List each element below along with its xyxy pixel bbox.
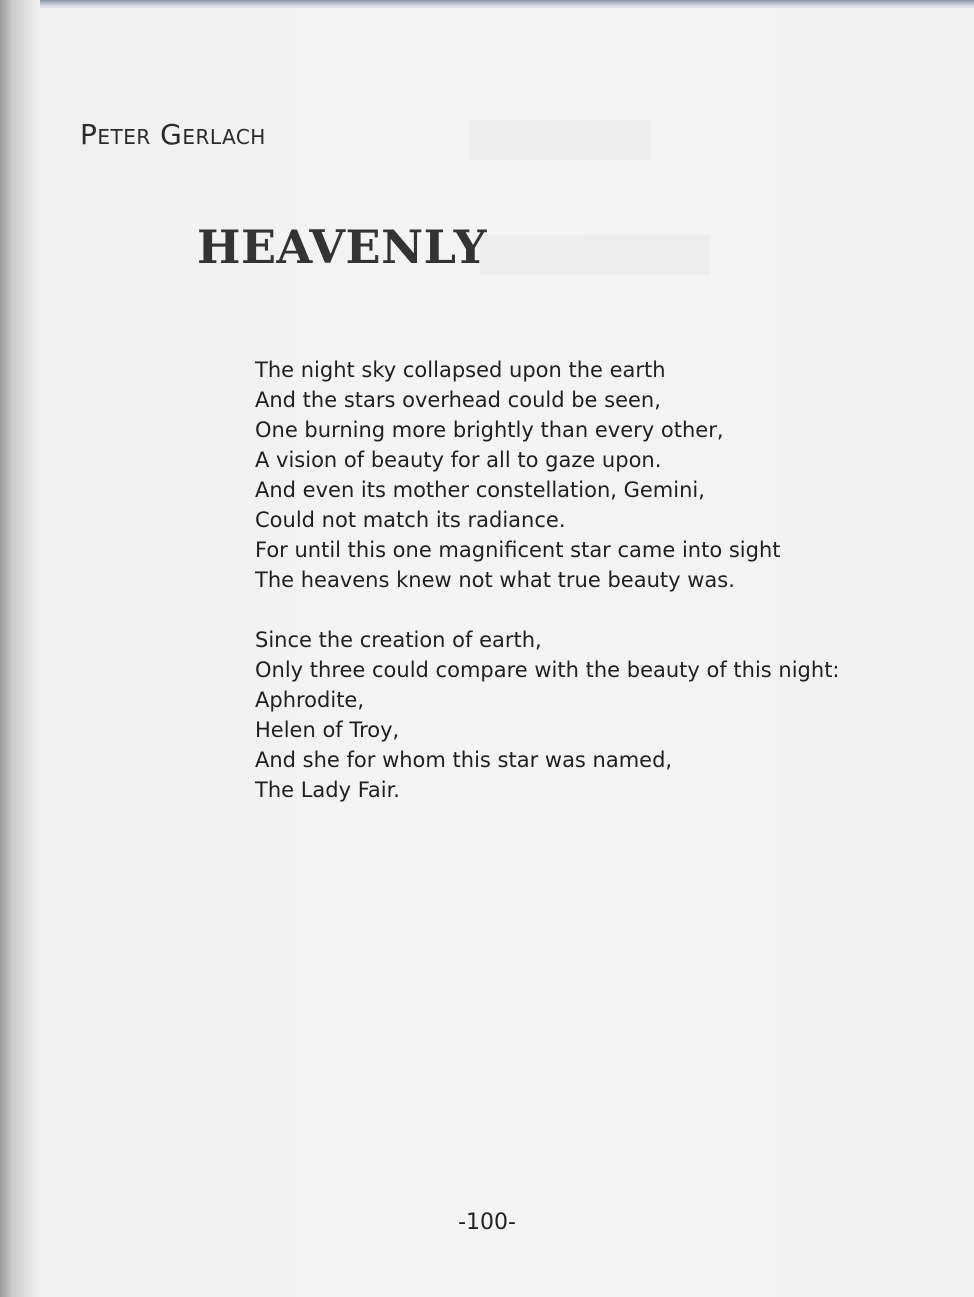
poem-stanza-2 xyxy=(255,625,840,805)
poem-line: Helen of Troy, xyxy=(255,718,400,742)
poem-line: Could not match its radiance. xyxy=(255,508,566,532)
poem-line: A vision of beauty for all to gaze upon. xyxy=(255,448,662,472)
poem-line: The night sky collapsed upon the earth xyxy=(255,358,666,382)
poem-line: Only three could compare with the beauty of this night: xyxy=(255,658,840,682)
poem-line: Aphrodite, xyxy=(255,688,365,712)
bleed-through-header xyxy=(470,120,650,160)
poem-body xyxy=(255,355,840,835)
poem-line: And even its mother constellation, Gemini, xyxy=(255,478,705,502)
poem-line: Since the creation of earth, xyxy=(255,628,542,652)
bleed-through-title xyxy=(480,235,710,275)
poem-line: The heavens knew not what true beauty was. xyxy=(255,568,735,592)
book-binding-shadow xyxy=(0,0,40,1297)
poem-title: HEAVENLY xyxy=(197,220,487,274)
poem-line: And she for whom this star was named, xyxy=(255,748,673,772)
poem-line: The Lady Fair. xyxy=(255,778,400,802)
page-number: -100- xyxy=(458,1210,516,1235)
author-name: Peter Gerlach xyxy=(80,118,266,151)
poem-line: For until this one magnificent star came into sight xyxy=(255,538,781,562)
poem-stanza-1 xyxy=(255,355,840,595)
poem-line: One burning more brightly than every other, xyxy=(255,418,724,442)
poem-line: And the stars overhead could be seen, xyxy=(255,388,661,412)
